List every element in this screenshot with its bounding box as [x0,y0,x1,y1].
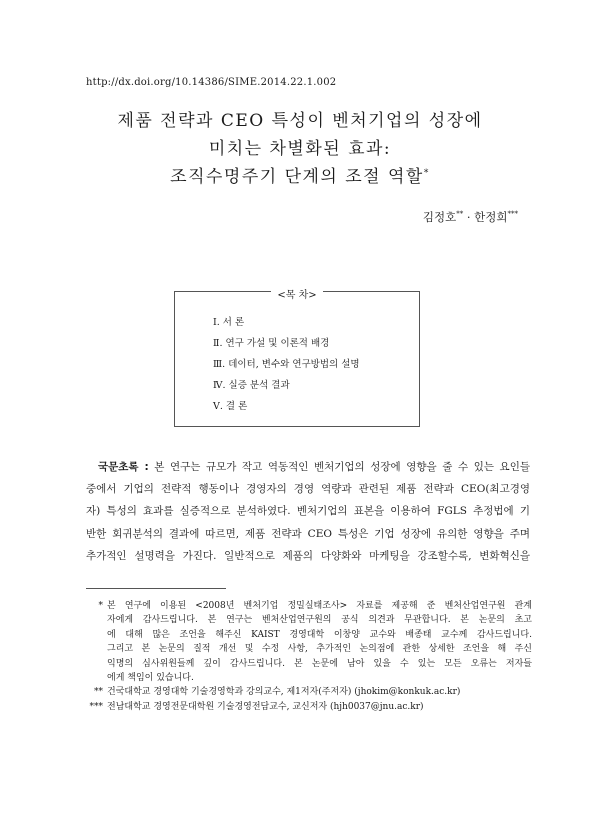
table-of-contents [174,291,420,427]
footnote-line: 건국대학교 경영대학 기술경영학과 강의교수, 제1저자(주저자) (jhokim@konkuk.ac.kr) [107,687,461,698]
footnote-mark: * [98,601,103,611]
abstract-label: 국문초록 : [98,461,149,473]
abstract-line: 자) 특성의 효과를 실증적으로 분석하였다. 벤처기업의 표본을 이용하여 FGLS 추정법에 기 [86,505,530,518]
abstract-line: 추가적인 설명력을 가진다. 일반적으로 제품의 다양화와 마케팅을 강조할수록, 변화혁신을 [86,549,530,562]
korean-abstract [86,456,530,567]
footnote-line: 익명의 심사위원들께 깊이 감사드립니다. 본 논문에 남아 있을 수 있는 모든 오류는 저자들 [107,658,532,669]
footnote-line: 에게 책임이 있습니다. [107,673,194,684]
paper-title-line-2: 미치는 차별화된 효과: [208,139,392,159]
footnote-acknowledgement [86,599,532,685]
footnote-line: 전남대학교 경영전문대학원 기술경영전담교수, 교신저자 (hjh0037@jnu.ac.kr) [107,701,424,712]
abstract-line [86,456,530,478]
abstract-text: 본 연구는 규모가 작고 역동적인 벤처기업의 성장에 영향을 줄 수 있는 요인들 [154,461,530,473]
toc-item: Ⅰ. 서 론 [213,317,245,328]
title-footnote-mark: * [423,168,430,179]
footnote-line: 에 대해 많은 조언을 해주신 KAIST 경영대학 이창양 교수와 배종태 교수께 감사드립니다. [107,629,532,640]
toc-item: Ⅲ. 데이터, 변수와 연구방법의 설명 [213,359,360,370]
footnote-author-2 [86,700,532,714]
toc-item: Ⅴ. 결 론 [213,401,248,412]
footnote-text [107,599,532,685]
toc-title-text: <목 차> [271,290,322,301]
author-separator: · [463,210,475,224]
toc-item: Ⅳ. 실증 분석 결과 [213,380,290,391]
toc-title [175,283,419,302]
footnote-line: 그리고 본 논문의 질적 개선 및 수정 사항, 추가적인 논의점에 관한 상세한 조언을 해 주신 [107,644,532,655]
toc-item: Ⅱ. 연구 가설 및 이론적 배경 [213,338,330,349]
authors [423,209,518,225]
toc-list [213,312,360,417]
abstract-line: 중에서 기업의 전략적 행동이나 경영자의 경영 역량과 관련된 제품 전략과 CEO(최고경영 [86,483,530,496]
paper-title-line-1: 제품 전략과 CEO 특성이 벤처기업의 성장에 [117,111,483,131]
footnote-mark: ** [94,687,103,698]
footnote-text [107,685,532,699]
abstract-line: 반한 회귀분석의 결과에 따르면, 제품 전략과 CEO 특성은 기업 성장에 유의한 영향을 주며 [86,527,530,540]
paper-title-line-3-text: 조직수명주기 단계의 조절 역할 [170,167,424,187]
footnote-text [107,700,532,714]
doi-link[interactable]: http://dx.doi.org/10.14386/SIME.2014.22.1.002 [86,77,337,88]
footnote-author-1 [86,685,532,699]
footnotes [86,599,532,714]
author-2: 한정희 [474,210,508,224]
author-2-mark: *** [507,210,518,219]
footnote-line: 본 연구에 이용된 <2008년 벤처기업 정밀실태조사> 자료를 제공해 준 벤처산업연구원 관계 [107,601,532,611]
footnote-divider [86,588,226,589]
footnote-line: 자에게 감사드립니다. 본 연구는 벤처산업연구원의 공식 의견과 무관합니다. 본 논문의 초고 [107,615,532,626]
footnote-mark: *** [89,701,103,712]
author-1: 김정호 [422,210,457,224]
paper-title-line-3 [0,162,600,187]
author-1-mark: ** [456,210,464,219]
